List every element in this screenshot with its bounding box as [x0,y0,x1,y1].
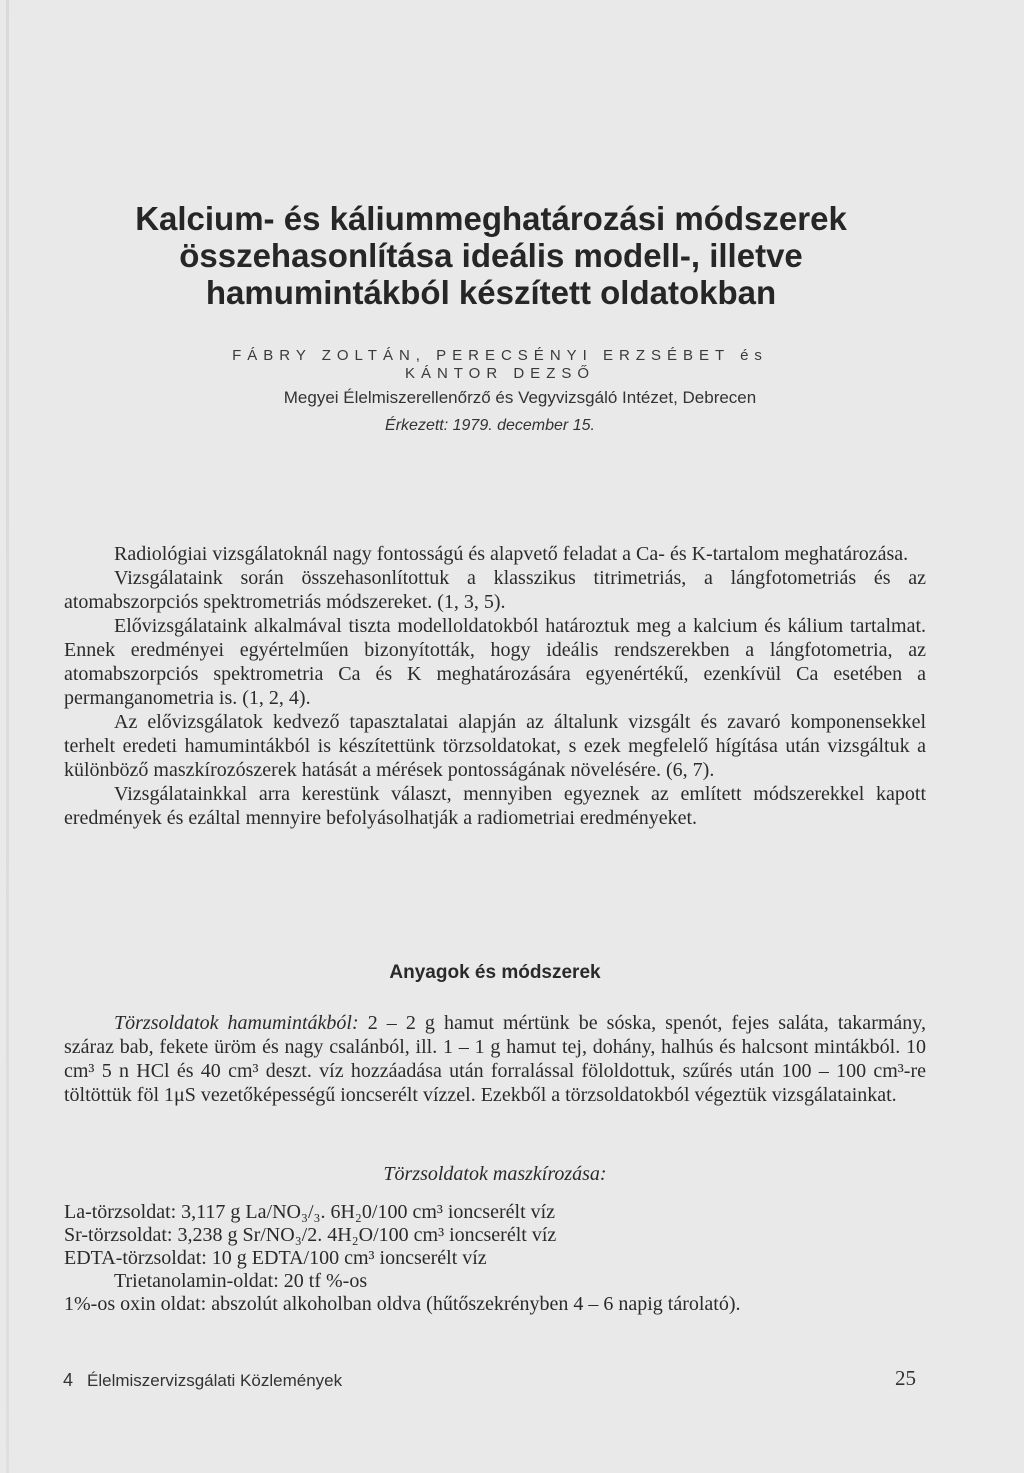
introduction [64,542,926,830]
subsection-heading: Törzsoldatok maszkírozása: [383,1163,607,1185]
methods-body: 2 – 2 g hamut mértünk be sóska, spenót, fejes saláta, takarmány, száraz bab, fekete üröm és nagy csalánból, ill. 1 – 1 g hamut tej, dohány, halhús és halcsont mintákból. 10 cm³ 5 n HCl és 40 cm³ deszt. víz hozzáadása után forralással föloldottuk, szűrés után 100 – 100 cm³-re töltöttük föl 1μS vezetőképességű ioncserélt vízzel. Ezekből a törzsoldatokból végeztük vizsgálatainkat. [64,1012,926,1106]
article-title [120,200,862,311]
institute: Megyei Élelmiszerellenőrző és Vegyvizsgáló Intézet, Debrecen [283,388,757,407]
authors [120,347,880,383]
title-line: Kalcium- és káliummeghatározási módszerek [135,200,847,237]
title-line: hamumintákból készített oldatokban [205,274,777,311]
title-line: összehasonlítása ideális modell-, illetve [179,237,803,274]
stock-solution-item: Sr-törzsoldat: 3,238 g Sr/NO₃/2. 4H₂O/100 cm³ ioncserélt víz [64,1224,557,1246]
section-heading: Anyagok és módszerek [389,962,601,983]
intro-paragraph: Elővizsgálataink alkalmával tiszta modelloldatokból határoztuk meg a kalcium és kálium tartalmat. Ennek eredményei egyértelműen bizonyították, hogy ideális rendszerekben a lángfotometria, az atomabszorpciós spektrometria Ca és K meghatározására egyenértékű, ezenkívül Ca esetében a permanganometria is. (1, 2, 4). [64,615,926,709]
stock-solution-item: La-törzsoldat: 3,117 g La/NO₃/₃. 6H₂0/100 cm³ ioncserélt víz [64,1201,556,1223]
intro-paragraph: Vizsgálatainkkal arra kerestünk választ, mennyiben egyeznek az említett módszerekkel kapott eredmények és ezáltal mennyire befolyásolhatják a radiometriai eredményeket. [64,783,926,829]
stock-solution-list [64,1201,926,1316]
stock-solution-item: 1%-os oxin oldat: abszolút alkoholban oldva (hűtőszekrényben 4 – 6 napig tárolató). [64,1293,741,1315]
page-edge [6,0,9,1473]
journal-name: Élelmiszervizsgálati Közlemények [87,1371,343,1390]
page-number: 25 [895,1366,916,1390]
authors-line: FÁBRY ZOLTÁN, PERECSÉNYI ERZSÉBET és [232,347,768,364]
stock-solution-item: Trietanolamin-oldat: 20 tf %-os [114,1270,368,1292]
issue-number: 4 [63,1370,74,1390]
intro-paragraph: Radiológiai vizsgálatoknál nagy fontosságú és alapvető feladat a Ca- és K-tartalom meghatározása. [114,543,909,565]
received-date: Érkezett: 1979. december 15. [385,417,595,434]
intro-paragraph: Az elővizsgálatok kedvező tapasztalatai alapján az általunk vizsgált és zavaró komponensekkel terhelt eredeti hamumintákból is készítettünk törzsoldatokat, s ezek megfelelő hígítása után vizsgáltuk a különböző maszkírozószerek hatását a mérések pontosságának növelésére. (6, 7). [64,711,926,781]
methods-paragraph [64,1011,926,1107]
stock-solution-item: EDTA-törzsoldat: 10 g EDTA/100 cm³ ioncserélt víz [64,1247,487,1269]
methods-italic-lead: Törzsoldatok hamumintákból: [114,1012,359,1034]
intro-paragraph: Vizsgálataink során összehasonlítottuk a klasszikus titrimetriás, a lángfotometriás és az atomabszorpciós spektrometriás módszereket. (1, 3, 5). [64,567,926,613]
authors-line: KÁNTOR DEZSŐ [404,365,596,382]
methods-text [64,1011,926,1107]
running-footer [63,1370,342,1391]
